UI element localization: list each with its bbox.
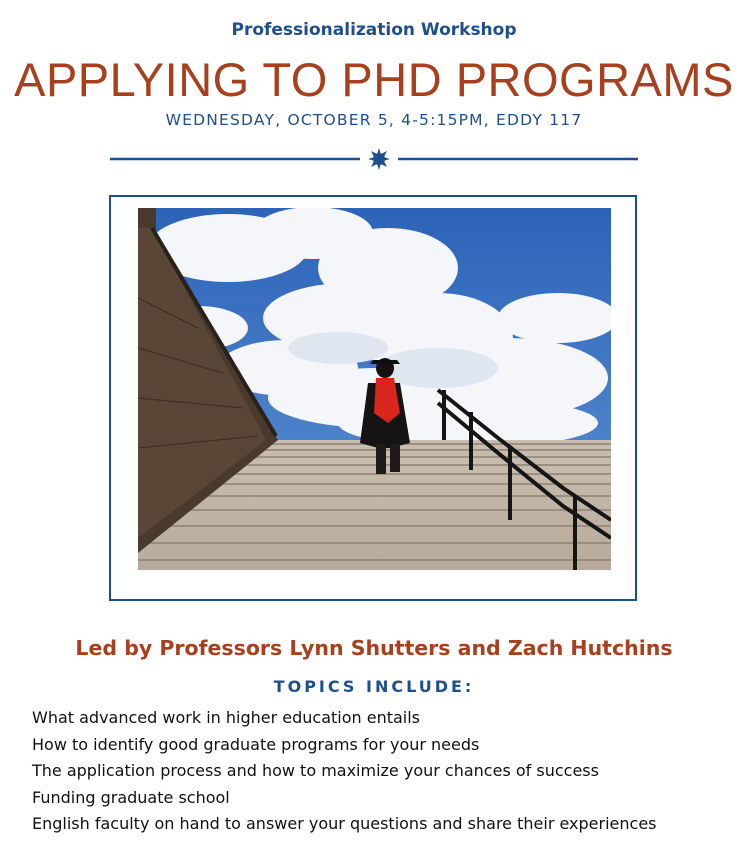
list-item: English faculty on hand to answer your questions and share their experiences [32, 814, 657, 833]
presenters-line: Led by Professors Lynn Shutters and Zach Hutchins [75, 636, 673, 660]
event-details: WEDNESDAY, OCTOBER 5, 4-5:15PM, EDDY 117 [165, 111, 583, 129]
list-item: How to identify good graduate programs for your needs [32, 734, 480, 754]
topic-list [32, 705, 657, 838]
ornament-divider [108, 148, 640, 172]
list-item: Funding graduate school [32, 787, 230, 807]
graduate-stairs-photo [138, 208, 611, 570]
page-title: APPLYING TO PHD PROGRAMS [14, 53, 734, 106]
workshop-label: Professionalization Workshop [231, 20, 517, 40]
topics-heading: TOPICS INCLUDE: [273, 677, 475, 696]
starburst-icon [368, 148, 390, 170]
list-item: What advanced work in higher education entails [32, 708, 421, 727]
list-item: The application process and how to maximize your chances of success [32, 761, 599, 780]
